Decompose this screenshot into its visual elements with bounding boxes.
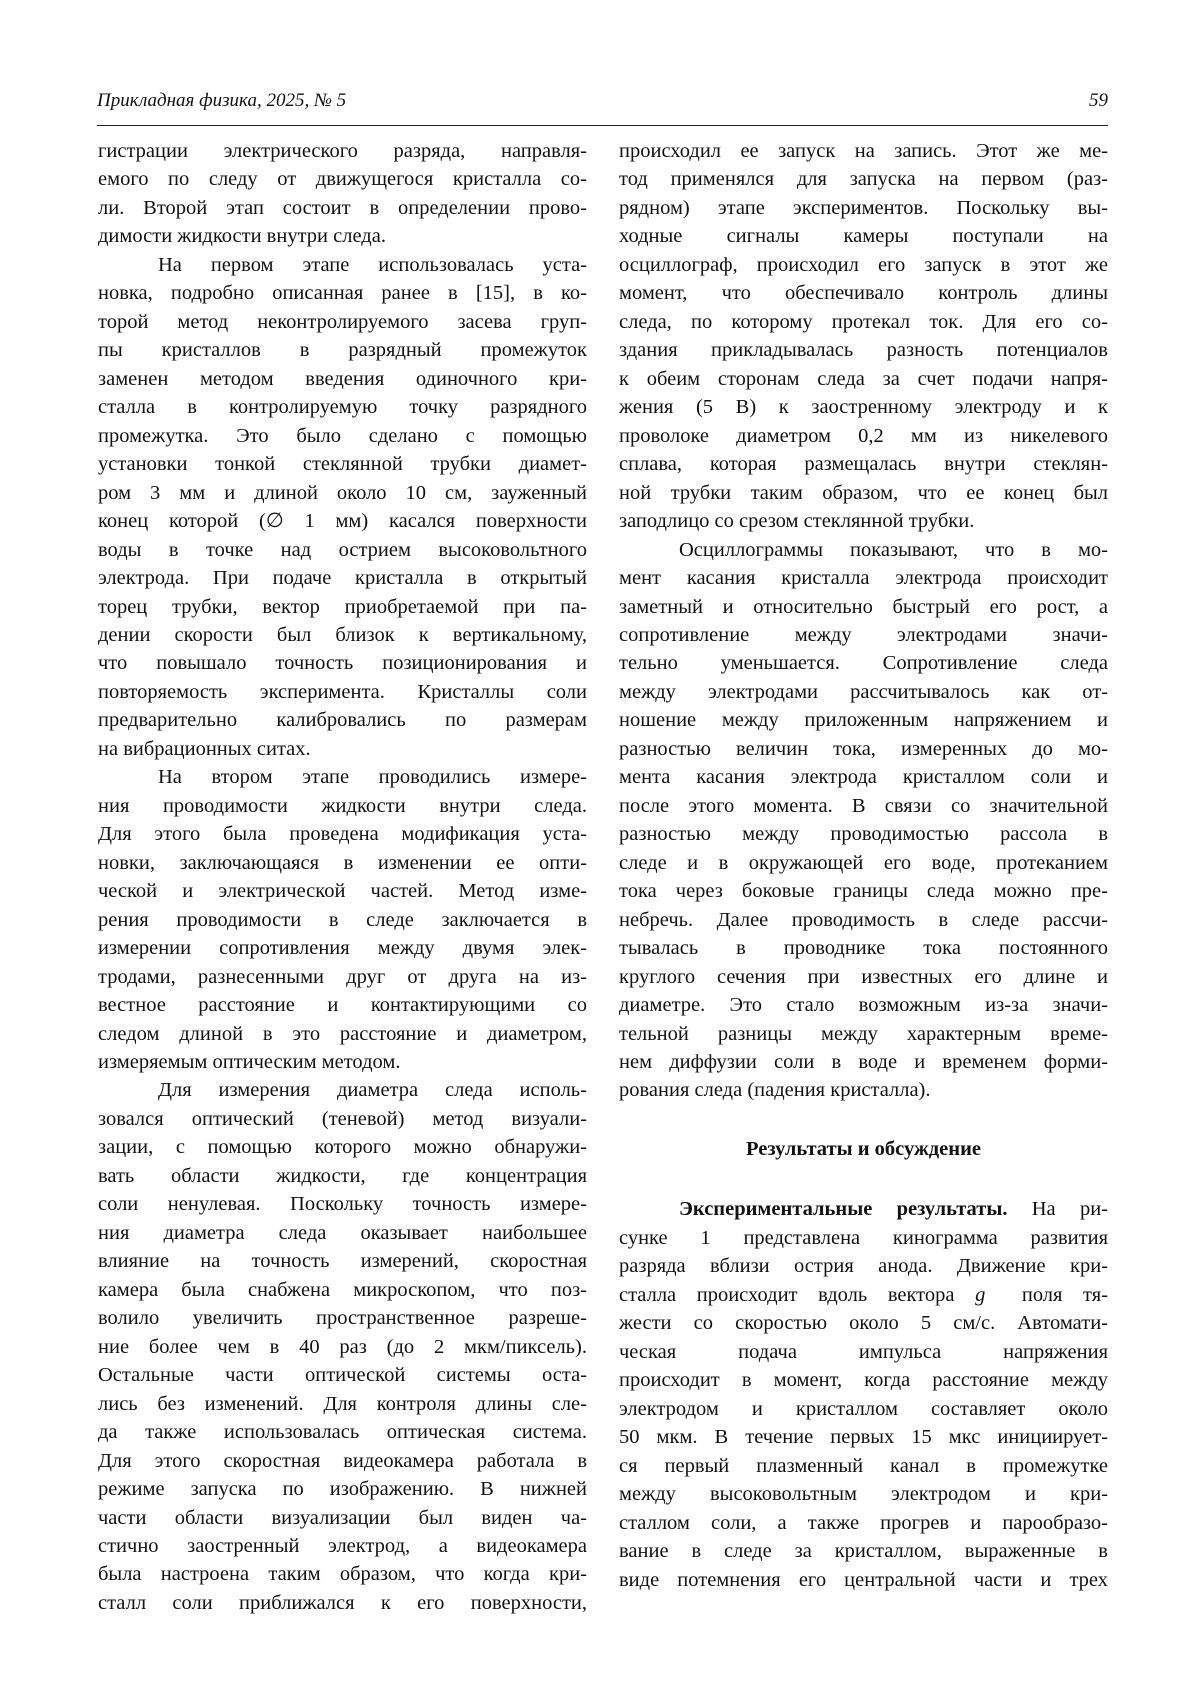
text-line: Для этого скоростная видеокамера работала в xyxy=(98,1447,587,1475)
text-line: сплава, которая размещалась внутри стеклян- xyxy=(619,450,1108,478)
text-line: повторяемость эксперимента. Кристаллы соли xyxy=(98,678,587,706)
text-line: рядном) этапе экспериментов. Поскольку вы- xyxy=(619,194,1108,222)
text-line: конец которой (∅ 1 мм) касался поверхности xyxy=(98,507,587,535)
text-line: волило увеличить пространственное разреше- xyxy=(98,1304,587,1332)
text-line: жения (5 В) к заостренному электроду и к xyxy=(619,393,1108,421)
text-line: ния диаметра следа оказывает наибольшее xyxy=(98,1219,587,1247)
text-line: сунке 1 представлена кинограмма развития xyxy=(619,1224,1108,1252)
gravity-vector-symbol: g⃗ xyxy=(975,1284,1001,1306)
text-line: ли. Второй этап состоит в определении прово- xyxy=(98,194,587,222)
text-line: предварительно калибровались по размерам xyxy=(98,706,587,734)
text-line: проволоке диаметром 0,2 мм из никелевого xyxy=(619,422,1108,450)
text-line: 50 мкм. В течение первых 15 мкс инициирует- xyxy=(619,1423,1108,1451)
text-line: к обеим сторонам следа за счет подачи напря- xyxy=(619,365,1108,393)
text-line: рования следа (падения кристалла). xyxy=(619,1076,1108,1104)
text-line: ходные сигналы камеры поступали на xyxy=(619,222,1108,250)
left-column xyxy=(98,137,587,1617)
text-line: тродами, разнесенными друг от друга на из- xyxy=(98,963,587,991)
text-line: происходил ее запуск на запись. Этот же ме- xyxy=(619,137,1108,165)
text-line: ние более чем в 40 раз (до 2 мкм/пиксель). xyxy=(98,1333,587,1361)
text-line: димости жидкости внутри следа. xyxy=(98,222,587,250)
text-line: новка, подробно описанная ранее в [15], в ко- xyxy=(98,279,587,307)
text-line: соли ненулевая. Поскольку точность измере- xyxy=(98,1190,587,1218)
text-line: жести со скоростью около 5 см/с. Автомати- xyxy=(619,1309,1108,1337)
page-number: 59 xyxy=(1089,90,1108,112)
paragraph xyxy=(619,137,1108,536)
text-line: да также использовалась оптическая система. xyxy=(98,1418,587,1446)
text-line: тывалась в проводнике тока постоянного xyxy=(619,934,1108,962)
text-line: электрода. При подаче кристалла в открытый xyxy=(98,564,587,592)
text-line: торой метод неконтролируемого засева груп- xyxy=(98,308,587,336)
text-line: что повышало точность позиционирования и xyxy=(98,649,587,677)
text-line: лись без изменений. Для контроля длины сле- xyxy=(98,1390,587,1418)
results-paragraph xyxy=(619,1195,1108,1594)
paragraph xyxy=(98,763,587,1076)
text-line: ром 3 мм и длиной около 10 см, зауженный xyxy=(98,479,587,507)
text-line: нем диффузии соли в воде и временем форми- xyxy=(619,1048,1108,1076)
text-line: ния проводимости жидкости внутри следа. xyxy=(98,792,587,820)
text-line: торец трубки, вектор приобретаемой при па- xyxy=(98,593,587,621)
text-line xyxy=(619,1281,1108,1309)
text-line: сопротивление между электродами значи- xyxy=(619,621,1108,649)
paragraph xyxy=(98,137,587,251)
results-lines-b xyxy=(619,1309,1108,1594)
text-line: На втором этапе проводились измере- xyxy=(98,763,587,791)
text-line: после этого момента. В связи со значительной xyxy=(619,792,1108,820)
line-text: На ри- xyxy=(1007,1198,1108,1220)
text-line: воды в точке над острием высоковольтного xyxy=(98,536,587,564)
text-line: части области визуализации был виден ча- xyxy=(98,1504,587,1532)
text-line: следом длиной в это расстояние и диаметром, xyxy=(98,1020,587,1048)
journal-citation: Прикладная физика, 2025, № 5 xyxy=(97,90,346,112)
paragraph xyxy=(619,536,1108,1105)
text-line: вать области жидкости, где концентрация xyxy=(98,1162,587,1190)
text-line: тельной разницы между характерным време- xyxy=(619,1020,1108,1048)
paragraph xyxy=(98,1076,587,1617)
text-line: Для этого была проведена модификация уста- xyxy=(98,820,587,848)
text-line: рения проводимости в следе заключается в xyxy=(98,906,587,934)
text-line: Для измерения диаметра следа исполь- xyxy=(98,1076,587,1104)
text-line: происходит в момент, когда расстояние между xyxy=(619,1366,1108,1394)
text-line xyxy=(619,1195,1108,1223)
text-line: пы кристаллов в разрядный промежуток xyxy=(98,336,587,364)
text-line: ношение между приложенным напряжением и xyxy=(619,706,1108,734)
text-line: влияние на точность измерений, скоростная xyxy=(98,1247,587,1275)
text-line: заменен методом введения одиночного кри- xyxy=(98,365,587,393)
header-rule xyxy=(97,125,1108,126)
section-heading: Результаты и обсуждение xyxy=(619,1135,1108,1163)
text-line: осциллограф, происходил его запуск в этот же xyxy=(619,251,1108,279)
results-lines-a xyxy=(619,1224,1108,1281)
text-line: зовался оптический (теневой) метод визуали- xyxy=(98,1105,587,1133)
text-line: сталла в контролируемую точку разрядного xyxy=(98,393,587,421)
running-header xyxy=(97,88,1108,118)
text-line: момент, что обеспечивало контроль длины xyxy=(619,279,1108,307)
text-line: камера была снабжена микроскопом, что поз- xyxy=(98,1276,587,1304)
text-line: на вибрационных ситах. xyxy=(98,735,587,763)
text-line: установки тонкой стеклянной трубки диамет- xyxy=(98,450,587,478)
run-in-heading: Экспериментальные результаты. xyxy=(679,1198,1007,1220)
text-line: новки, заключающаяся в изменении ее опти- xyxy=(98,849,587,877)
text-line: диаметре. Это стало возможным из-за значи- xyxy=(619,991,1108,1019)
text-line: измерении сопротивления между двумя элек- xyxy=(98,934,587,962)
text-line: следе и в окружающей его воде, протеканием xyxy=(619,849,1108,877)
text-line: ческая подача импульса напряжения xyxy=(619,1338,1108,1366)
text-line: зации, с помощью которого можно обнаружи- xyxy=(98,1133,587,1161)
text-line: здания прикладывалась разность потенциалов xyxy=(619,336,1108,364)
text-line: ся первый плазменный канал в промежутке xyxy=(619,1452,1108,1480)
text-line: вание в следе за кристаллом, выраженные в xyxy=(619,1537,1108,1565)
text-line: была настроена таким образом, что когда кри- xyxy=(98,1560,587,1588)
text-line: На первом этапе использовалась уста- xyxy=(98,251,587,279)
text-line: емого по следу от движущегося кристалла со- xyxy=(98,165,587,193)
text-line: заподлицо со срезом стеклянной трубки. xyxy=(619,507,1108,535)
text-line: мент касания кристалла электрода происходит xyxy=(619,564,1108,592)
text-line: разностью величин тока, измеренных до мо- xyxy=(619,735,1108,763)
text-line: тод применялся для запуска на первом (раз- xyxy=(619,165,1108,193)
text-line: измеряемым оптическим методом. xyxy=(98,1048,587,1076)
text-line: тока через боковые границы следа можно пре- xyxy=(619,877,1108,905)
text-line: между высоковольтным электродом и кри- xyxy=(619,1480,1108,1508)
text-line: дении скорости был близок к вертикальному, xyxy=(98,621,587,649)
text-line: ной трубки таким образом, что ее конец был xyxy=(619,479,1108,507)
text-line: разностью между проводимостью рассола в xyxy=(619,820,1108,848)
text-line: сталлом соли, а также прогрев и парообразо- xyxy=(619,1509,1108,1537)
text-line: вестное расстояние и контактирующими со xyxy=(98,991,587,1019)
text-line: ческой и электрической частей. Метод изме- xyxy=(98,877,587,905)
text-line: сталл соли приближался к его поверхности, xyxy=(98,1589,587,1617)
right-column xyxy=(619,137,1108,1594)
line-text: сталла происходит вдоль вектора xyxy=(619,1284,975,1306)
text-line: круглого сечения при известных его длине и xyxy=(619,963,1108,991)
text-line: следа, по которому протекал ток. Для его со- xyxy=(619,308,1108,336)
text-line: Осциллограммы показывают, что в мо- xyxy=(619,536,1108,564)
text-line: стично заостренный электрод, а видеокамера xyxy=(98,1532,587,1560)
text-line: небречь. Далее проводимость в следе рассчи- xyxy=(619,906,1108,934)
text-line: тельно уменьшается. Сопротивление следа xyxy=(619,649,1108,677)
text-line: электродом и кристаллом составляет около xyxy=(619,1395,1108,1423)
text-line: гистрации электрического разряда, направля- xyxy=(98,137,587,165)
line-text: поля тя- xyxy=(1001,1284,1108,1306)
text-line: Остальные части оптической системы оста- xyxy=(98,1361,587,1389)
text-line: заметный и относительно быстрый его рост, а xyxy=(619,593,1108,621)
text-line: виде потемнения его центральной части и трех xyxy=(619,1566,1108,1594)
right-column-body xyxy=(619,137,1108,1105)
text-line: разряда вблизи острия анода. Движение кри- xyxy=(619,1252,1108,1280)
text-line: между электродами рассчитывалось как от- xyxy=(619,678,1108,706)
paragraph xyxy=(98,251,587,763)
text-line: промежутка. Это было сделано с помощью xyxy=(98,422,587,450)
text-line: режиме запуска по изображению. В нижней xyxy=(98,1475,587,1503)
text-line: мента касания электрода кристаллом соли и xyxy=(619,763,1108,791)
